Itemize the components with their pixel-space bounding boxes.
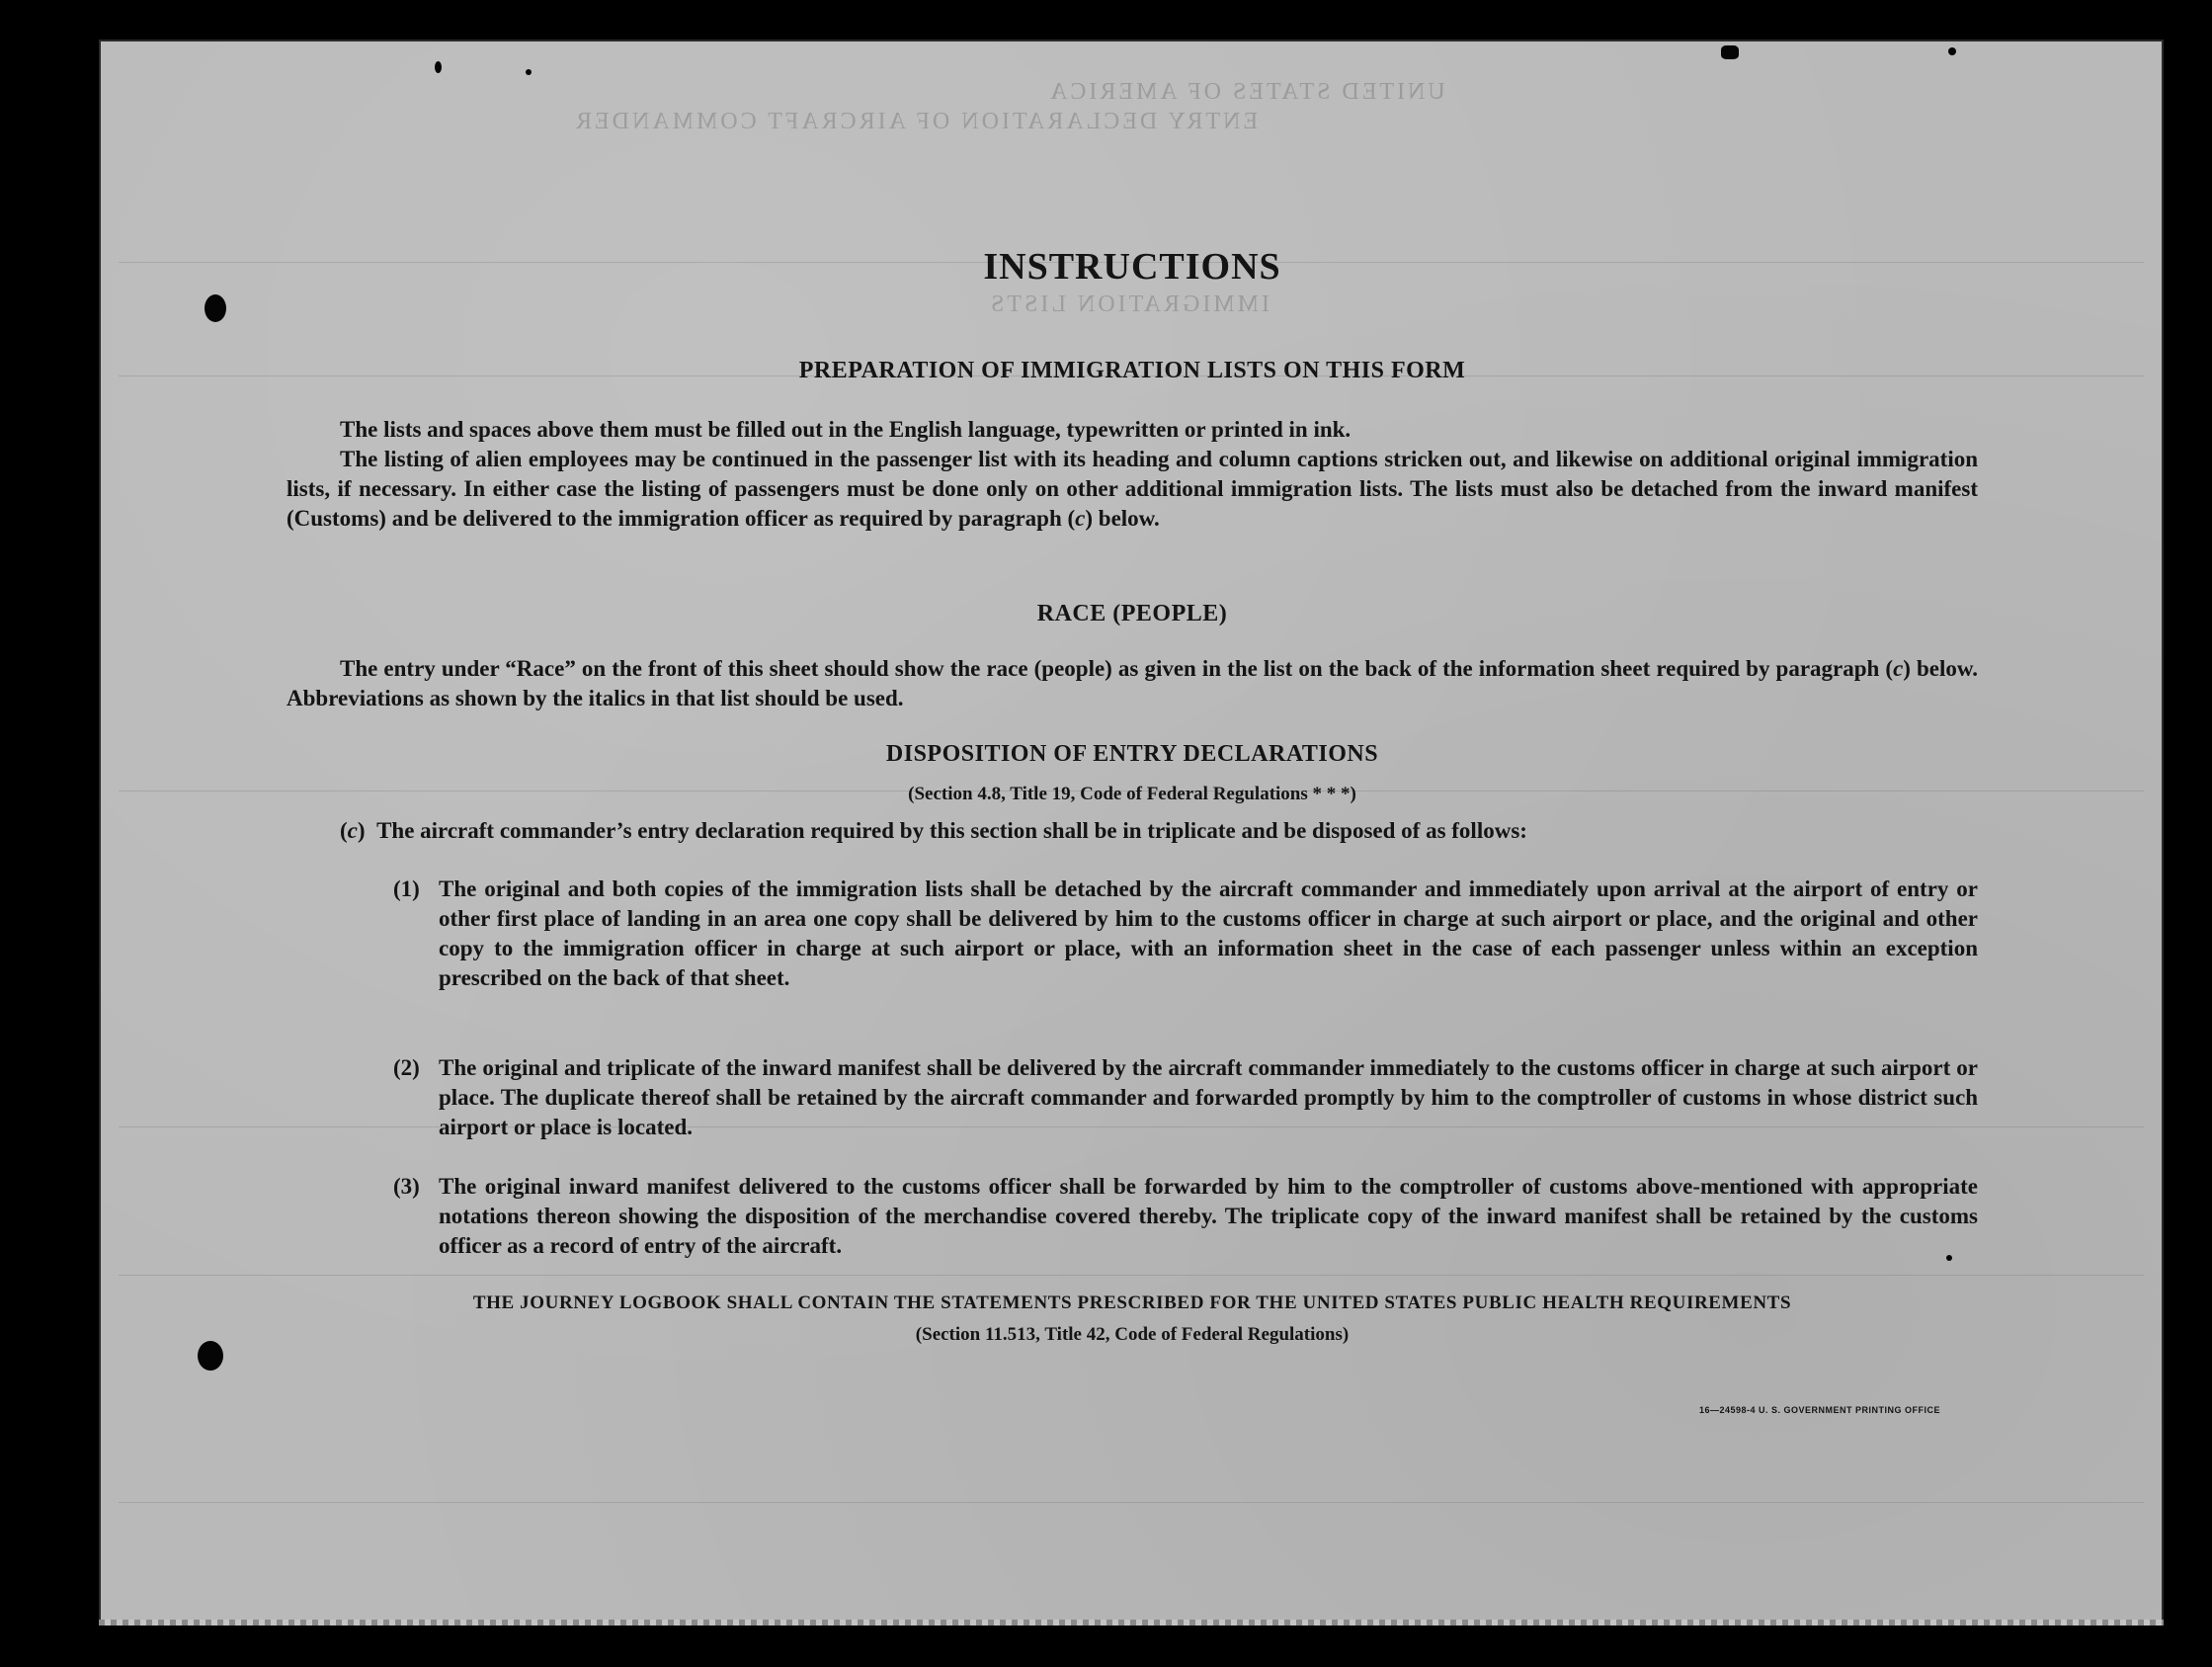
paragraph-reference: c	[1893, 656, 1904, 681]
printer-imprint: 16—24598-4 U. S. GOVERNMENT PRINTING OFFICE	[1699, 1405, 1941, 1415]
bleed-through-text: IMMIGRATION LISTS	[988, 292, 1270, 317]
preparation-heading: PREPARATION OF IMMIGRATION LISTS ON THIS FORM	[798, 358, 1466, 383]
sheet-edge	[99, 1620, 2164, 1625]
disposition-item-3	[393, 1172, 1978, 1261]
ink-speck	[1948, 47, 1956, 55]
disposition-item-1	[393, 875, 1978, 993]
race-paragraph-end: ) below. Abbreviations as shown by the italics in that list should be used.	[287, 656, 1978, 710]
race-heading: RACE (PEOPLE)	[1036, 601, 1228, 626]
item-text: The original and both copies of the immigration lists shall be detached by the aircraft commander and immediately upon arrival at the airport of entry or other first place of landing in an area one copy shall be delivered by him to the customs officer in charge at such airport or place, and the original and other copy to the immigration officer in charge at such airport or place, with an information sheet in the case of each passenger unless within an exception prescribed on the back of that sheet.	[439, 876, 1978, 990]
disposition-item-2	[393, 1053, 1978, 1142]
race-paragraph-text: The entry under “Race” on the front of this sheet should show the race (people) as given in the list on the back of the information sheet required by paragraph (	[340, 656, 1894, 681]
disposition-citation: (Section 4.8, Title 19, Code of Federal Regulations * * *)	[908, 784, 1356, 804]
preparation-paragraph-2-end: ) below.	[1085, 506, 1160, 531]
health-requirements-statement: THE JOURNEY LOGBOOK SHALL CONTAIN THE STATEMENTS PRESCRIBED FOR THE UNITED STATES PUBLIC HEALTH REQUIREMENTS	[472, 1292, 1792, 1313]
punch-hole-mark	[198, 1341, 223, 1371]
preparation-paragraph-2-text: The listing of alien employees may be continued in the passenger list with its heading and column captions stricken out, and likewise on additional original immigration lists, if necessary. In either case the listing of passengers must be done only on other additional immigration lists. The lists must also be detached from the inward manifest (Customs) and be delivered to the immigration officer as required by paragraph (	[287, 447, 1978, 531]
ink-speck	[435, 61, 442, 73]
ink-speck	[1721, 45, 1739, 59]
paragraph-label: c	[347, 818, 358, 843]
preparation-paragraph-1: The lists and spaces above them must be filled out in the English language, typewritten or printed in ink.	[340, 417, 1352, 442]
disposition-intro-text: The aircraft commander’s entry declaration required by this section shall be in triplicate and be disposed of as follows:	[376, 818, 1527, 843]
item-text: The original and triplicate of the inward manifest shall be delivered by the aircraft commander immediately to the customs officer in charge at such airport or place. The duplicate thereof shall be retained by the aircraft commander and forwarded promptly by him to the comptroller of customs in whose district such airport or place is located.	[439, 1055, 1978, 1139]
disposition-heading: DISPOSITION OF ENTRY DECLARATIONS	[885, 741, 1379, 767]
paragraph-reference: c	[1075, 506, 1086, 531]
item-text: The original inward manifest delivered to the customs officer shall be forwarded by him to the comptroller of customs above-mentioned with appropriate notations thereon showing the disposition of the merchandise covered thereby. The triplicate copy of the inward manifest shall be retained by the customs officer as a record of entry of the aircraft.	[439, 1174, 1978, 1258]
item-number: (3)	[393, 1174, 420, 1199]
disposition-intro: (c) The aircraft commander’s entry declaration required by this section shall be in triplicate and be disposed of as follows:	[340, 818, 1527, 843]
race-paragraph	[287, 654, 1978, 713]
bleed-through-line	[119, 1275, 2144, 1276]
ink-speck	[526, 69, 532, 75]
bleed-through-text: ENTRY DECLARATION OF AIRCRAFT COMMANDER	[573, 109, 1259, 134]
health-requirements-citation: (Section 11.513, Title 42, Code of Federal Regulations)	[915, 1324, 1350, 1345]
bleed-through-text: UNITED STATES OF AMERICA	[1047, 79, 1445, 105]
bleed-through-line	[119, 1502, 2144, 1503]
preparation-paragraph-2	[287, 445, 1978, 534]
item-number: (1)	[393, 876, 420, 901]
punch-hole-mark	[205, 294, 226, 322]
document-sheet	[99, 40, 2164, 1625]
item-number: (2)	[393, 1055, 420, 1080]
page-title: INSTRUCTIONS	[983, 246, 1281, 288]
